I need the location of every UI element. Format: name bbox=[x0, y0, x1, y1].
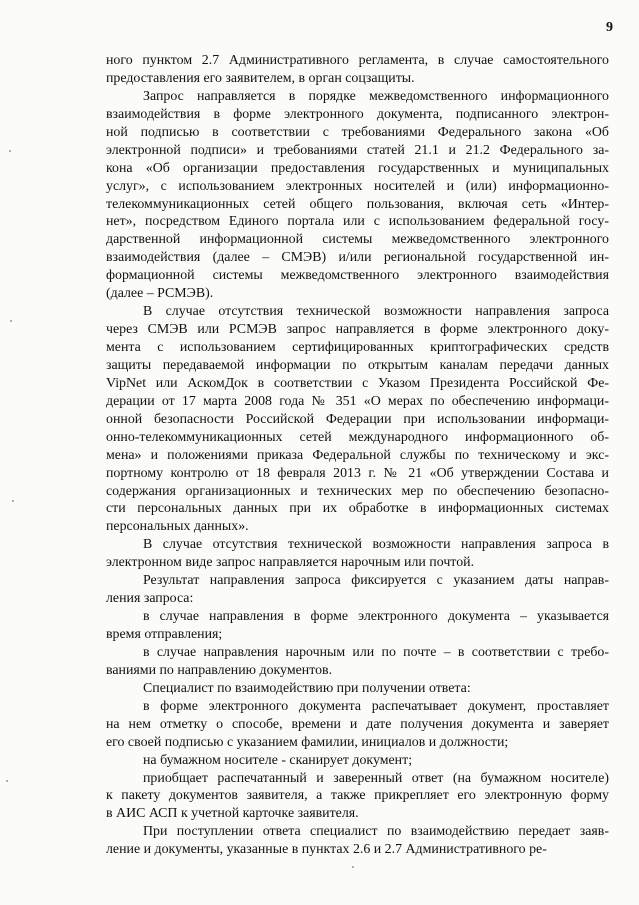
text-line: дарственной информационной системы межведомственного электронного bbox=[106, 232, 609, 248]
text-line: электронной подписи» и требованиями статей 21.1 и 21.2 Федерального за- bbox=[106, 142, 609, 158]
text-line: дерации от 17 марта 2008 года № 351 «О мерах по обеспечению информаци- bbox=[106, 393, 609, 409]
paragraph bbox=[106, 608, 609, 644]
text-line: в форме электронного документа распечатывает документ, проставляет bbox=[143, 698, 609, 714]
page-number: 9 bbox=[606, 20, 613, 35]
text-line: персональных данных». bbox=[106, 519, 249, 535]
text-line: на бумажном носителе - сканирует документ; bbox=[143, 752, 413, 768]
text-line: телекоммуникационных сетей общего пользования, включая сеть «Интер- bbox=[106, 196, 609, 212]
text-line: онной безопасности Российской Федерации при использовании информаци- bbox=[106, 411, 609, 427]
text-line: сти персональных данных при их обработке в информационных системах bbox=[106, 501, 609, 517]
text-line: взаимодействия в форме электронного документа, подписанного электрон- bbox=[106, 106, 609, 122]
scan-speck bbox=[6, 780, 8, 782]
scan-speck bbox=[10, 320, 12, 322]
text-line: кона «Об организации предоставления государственных и муниципальных bbox=[106, 160, 609, 176]
text-line: в случае направления нарочным или по почте – в соответствии с требо- bbox=[143, 644, 609, 660]
scan-speck bbox=[352, 866, 354, 868]
text-line: VipNet или АскомДок в соответствии с Указом Президента Российской Фе- bbox=[106, 375, 609, 391]
paragraph bbox=[106, 88, 609, 303]
scan-speck bbox=[12, 500, 14, 502]
paragraph bbox=[106, 303, 609, 536]
text-line: защиты передаваемой информации по открытым каналам передачи данных bbox=[106, 357, 609, 373]
text-line: Запрос направляется в порядке межведомственного информационного bbox=[143, 88, 609, 104]
text-line: Результат направления запроса фиксируется с указанием даты направ- bbox=[143, 573, 609, 589]
paragraph bbox=[106, 823, 609, 859]
text-line: При поступлении ответа специалист по взаимодействию передает заяв- bbox=[143, 824, 609, 840]
text-line: (далее – РСМЭВ). bbox=[106, 286, 214, 302]
scan-speck bbox=[9, 150, 11, 152]
text-line: через СМЭВ или РСМЭВ запрос направляется в форме электронного доку- bbox=[106, 322, 609, 338]
text-line: В случае отсутствия технической возможности направления запроса bbox=[143, 304, 609, 320]
text-line: В случае отсутствия технической возможности направления запроса в bbox=[143, 537, 609, 553]
paragraph bbox=[106, 752, 609, 770]
text-line: услуг», с использованием электронных носителей и (или) информационно- bbox=[106, 178, 609, 194]
text-line: предоставления его заявителем, в орган соцзащиты. bbox=[106, 70, 415, 86]
paragraph bbox=[106, 572, 609, 608]
paragraph bbox=[106, 680, 609, 698]
text-line: ного пунктом 2.7 Административного регламента, в случае самостоятельного bbox=[106, 53, 609, 68]
text-line: на нем отметку о способе, времени и дате получения документа и заверяет bbox=[106, 716, 609, 732]
text-line: нет», посредством Единого портала или с использованием федеральной госу- bbox=[106, 214, 609, 230]
text-line: время отправления; bbox=[106, 627, 223, 642]
paragraph bbox=[106, 644, 609, 680]
text-line: формационной системы межведомственного электронного взаимодействия bbox=[106, 268, 609, 284]
paragraph bbox=[106, 770, 609, 824]
text-line: ления запроса: bbox=[106, 591, 194, 607]
text-line: его своей подписью с указанием фамилии, инициалов и должности; bbox=[106, 734, 509, 750]
text-line: к пакету документов заявителя, а также прикрепляет его электронную форму bbox=[106, 788, 609, 804]
paragraph bbox=[106, 536, 609, 572]
text-line: электронном виде запрос направляется нарочным или почтой. bbox=[106, 555, 475, 571]
document-body bbox=[106, 52, 609, 859]
text-line: онно-телекоммуникационных сетей международного информационного об- bbox=[106, 429, 609, 445]
text-line: содержания организационных и технических мер по обеспечению безопасно- bbox=[106, 483, 609, 499]
text-line: ной подписью в соответствии с требованиями Федерального закона «Об bbox=[106, 124, 609, 140]
paragraph bbox=[106, 698, 609, 752]
text-line: взаимодействия (далее – СМЭВ) и/или региональной государственной ин- bbox=[106, 250, 609, 266]
text-line: в АИС АСП к учетной карточке заявителя. bbox=[106, 806, 359, 822]
text-line: мена» и положениями приказа Федеральной службы по техническому и экс- bbox=[106, 447, 609, 463]
text-line: ление и документы, указанные в пунктах 2.6 и 2.7 Административного ре- bbox=[106, 842, 547, 858]
text-line: ваниями по направлению документов. bbox=[106, 662, 333, 678]
paragraph bbox=[106, 52, 609, 88]
text-line: Специалист по взаимодействию при получении ответа: bbox=[143, 680, 471, 696]
text-line: в случае направления в форме электронного документа – указывается bbox=[143, 609, 609, 625]
text-line: портному контролю от 18 февраля 2013 г. № 21 «Об утверждении Состава и bbox=[106, 465, 609, 481]
text-line: приобщает распечатанный и заверенный ответ (на бумажном носителе) bbox=[143, 770, 609, 786]
text-line: мента с использованием сертифицированных криптографических средств bbox=[106, 340, 609, 355]
